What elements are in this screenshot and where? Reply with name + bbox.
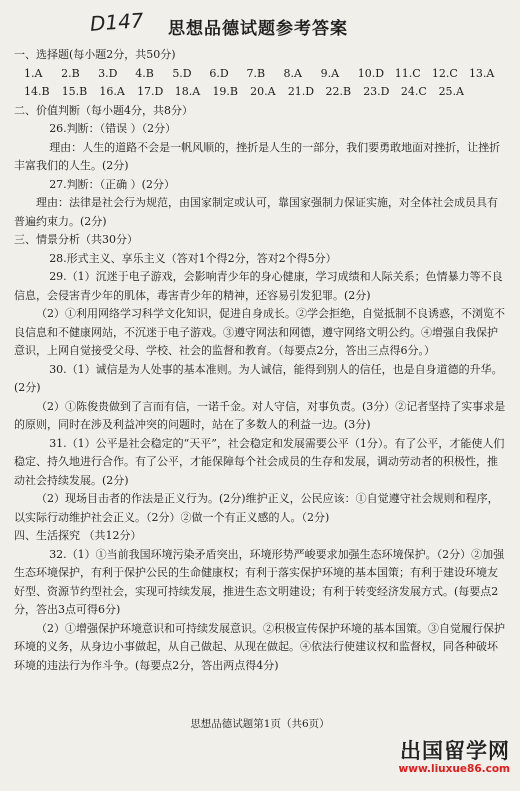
handwritten-mark: D147	[89, 8, 145, 36]
q28-answer: 28.形式主义、享乐主义（答对1个得2分，答对2个得5分）	[49, 251, 337, 265]
q27-reason: 理由：法律是社会行为规范，由国家制定或认可，靠国家强制力保证实施，对全体社会成员具有普遍约束力。(2分)	[14, 196, 498, 228]
choice-answer: 5.D	[172, 66, 192, 80]
choice-answer: 16.A	[99, 85, 125, 98]
choice-answer: 21.D	[287, 85, 315, 98]
q29-part2: （2）①利用网络学习科学文化知识，促进自身成长。②学会拒绝，自觉抵制不良诱惑，不浏览不良信息和不健康网站，不沉迷于电子游戏。③遵守网法和网德，遵守网络文明公约。④增强自我保护意识，上网自觉接受父母、学校、社会的监督和教育。（每要点2分，答出三点得6分。）	[14, 307, 505, 357]
choice-answer: 11.C	[394, 66, 421, 80]
choice-answers-row-1	[14, 65, 506, 84]
q26-reason: 理由：人生的道路不会是一帆风顺的，挫折是人生的一部分，我们要勇敢地面对挫折，让挫折丰富我们的人生。(2分)	[14, 140, 501, 172]
page-footer: 思想品德试题第1页（共6页）	[190, 718, 330, 730]
watermark-url: www.liuxue86.com	[398, 763, 510, 775]
choice-answer: 14.B	[24, 85, 50, 98]
choice-answer: 4.B	[135, 66, 154, 80]
choice-answer: 9.A	[320, 66, 340, 80]
q30-part2: （2）①陈俊贵做到了言而有信，一诺千金。对人守信，对事负责。(3分）②记者坚持了实事求是的原则，同时在涉及利益冲突的问题时，站在了多数人的利益一边。(3分)	[14, 399, 506, 431]
choice-answer: 7.B	[246, 66, 266, 80]
choice-answer: 13.A	[468, 66, 495, 80]
section-2-heading: 二、价值判断（每小题4分，共8分）	[14, 103, 193, 117]
q26-judgement: 26.判断：（错误 ）（2分）	[49, 122, 177, 135]
watermark-brand: 出国留学网	[400, 739, 510, 763]
choice-answer: 23.D	[363, 85, 390, 98]
choice-answer: 10.D	[357, 66, 385, 80]
choice-answer: 3.D	[98, 66, 118, 80]
q29-part1: 29.（1）沉迷于电子游戏，会影响青少年的身心健康，学习成绩和人际关系；色情暴力等不良信息，会侵害青少年的肌体，毒害青少年的精神，还容易引发犯罪。(2分)	[14, 270, 503, 302]
choice-answer: 6.D	[209, 66, 229, 80]
choice-answer: 8.A	[283, 66, 302, 80]
choice-answer: 2.B	[61, 66, 80, 80]
choice-answer: 1.A	[24, 66, 43, 80]
choice-answer: 25.A	[438, 85, 464, 98]
q32-part1: 32.（1）①当前我国环境污染矛盾突出，环境形势严峻要求加强生态环境保护。（2分）②加强生态环境保护，有利于保护公民的生命健康权；有利于落实保护环境的基本国策；有利于建设环境友好型、资源节约型社会，实现可持续发展，推进生态文明建设；有利于转变经济发展方式。(每要点2分，答出3点可得6分)	[14, 547, 505, 616]
watermark-logo	[360, 735, 510, 775]
q31-part1: 31.（1）公平是社会稳定的“天平”，社会稳定和发展需要公平（1分）。有了公平，才能使人们稳定、持久地进行合作。有了公平，才能保障每个社会成员的生存和发展，调动劳动者的积极性，推动社会持续发展。(2分)	[14, 436, 505, 487]
q32-part2: （2）①增强保护环境意识和可持续发展意识。②积极宣传保护环境的基本国策。③自觉履行保护环境的义务，从身边小事做起，从自己做起、从现在做起。④依法行使建议权和监督权，同各种破坏环境的违法行为作斗争。(每要点2分，答出两点得4分)	[14, 621, 505, 672]
page-title: 思想品德试题参考答案	[168, 19, 348, 39]
choice-answer: 15.B	[61, 85, 88, 98]
section-4-heading: 四、生活探究 （共12分）	[14, 529, 142, 542]
choice-answer: 12.C	[431, 66, 458, 80]
answer-content	[14, 46, 506, 675]
choice-answer: 18.A	[174, 85, 201, 98]
choice-answer: 17.D	[137, 85, 164, 98]
choice-answers-row-2	[14, 83, 506, 102]
choice-answer: 24.C	[400, 85, 427, 98]
choice-answer: 22.B	[325, 85, 352, 98]
choice-answer: 20.A	[250, 85, 276, 98]
q31-part2: （2）现场目击者的作法是正义行为。(2分)维护正义，公民应该：①自觉遵守社会规则和程序，以实际行动维护社会正义。（2分）②做一个有正义感的人。（2分)	[14, 492, 499, 524]
section-3-heading: 三、情景分析（共30分）	[14, 233, 138, 246]
q27-judgement: 27.判断：（正确 ）(2分）	[49, 177, 175, 191]
q30-part1: 30.（1）诚信是为人处事的基本准则。为人诚信，能得到别人的信任，也是自身道德的升华。(2分)	[14, 362, 503, 394]
choice-answer: 19.B	[212, 85, 239, 98]
section-1-heading: 一、选择题(每小题2分，共50分)	[14, 48, 176, 61]
